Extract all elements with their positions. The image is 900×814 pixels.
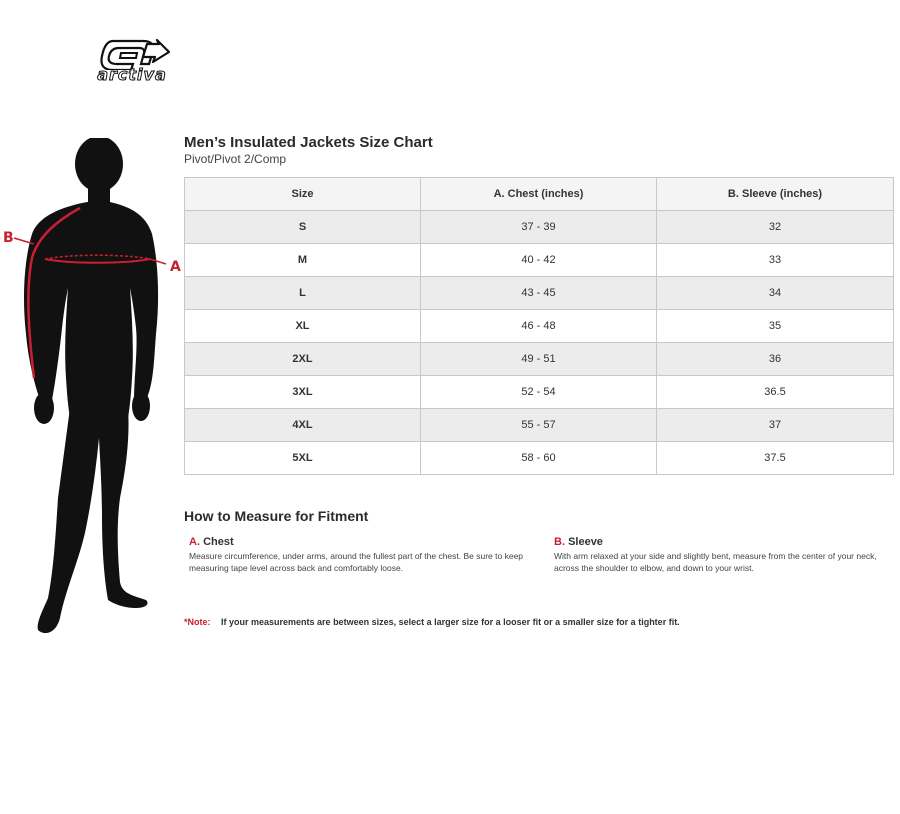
chest-text: Measure circumference, under arms, around the fullest part of the chest. Be sure to keep measuring tape level across back and comfortably loose. xyxy=(189,551,524,573)
man-silhouette-icon xyxy=(0,138,190,638)
table-row xyxy=(185,244,894,277)
sleeve-label: Sleeve xyxy=(568,536,603,548)
chest-cell: 49 - 51 xyxy=(421,343,657,376)
man-silhouette xyxy=(0,138,190,638)
size-cell: 2XL xyxy=(185,343,421,376)
size-cell: L xyxy=(185,277,421,310)
table-row xyxy=(185,310,894,343)
note-label: *Note: xyxy=(184,617,211,627)
sleeve-instructions xyxy=(554,536,899,574)
sleeve-cell: 32 xyxy=(657,211,894,244)
sleeve-cell: 36 xyxy=(657,343,894,376)
sleeve-heading xyxy=(554,536,899,549)
size-cell: S xyxy=(185,211,421,244)
sleeve-cell: 33 xyxy=(657,244,894,277)
chest-cell: 40 - 42 xyxy=(421,244,657,277)
chest-marker-label: A xyxy=(170,259,181,275)
chest-instructions xyxy=(189,536,534,574)
size-cell: 5XL xyxy=(185,442,421,475)
chest-cell: 58 - 60 xyxy=(421,442,657,475)
chest-cell: 37 - 39 xyxy=(421,211,657,244)
sleeve-text: With arm relaxed at your side and slightly bent, measure from the center of your neck, across the shoulder to elbow, and down to your wrist. xyxy=(554,551,877,573)
size-chart-subtitle: Pivot/Pivot 2/Comp xyxy=(184,152,287,166)
sleeve-cell: 37 xyxy=(657,409,894,442)
sleeve-cell: 35 xyxy=(657,310,894,343)
chest-cell: 43 - 45 xyxy=(421,277,657,310)
header-chest: A. Chest (inches) xyxy=(421,178,657,211)
table-row xyxy=(185,277,894,310)
sleeve-marker-label: B xyxy=(3,230,14,246)
header-size: Size xyxy=(185,178,421,211)
size-chart-table xyxy=(184,177,894,475)
chest-letter: A. xyxy=(189,536,200,548)
chest-cell: 46 - 48 xyxy=(421,310,657,343)
sleeve-cell: 37.5 xyxy=(657,442,894,475)
sleeve-letter: B. xyxy=(554,536,565,548)
size-chart-title: Men’s Insulated Jackets Size Chart xyxy=(184,134,433,151)
header-sleeve: B. Sleeve (inches) xyxy=(657,178,894,211)
fitment-note xyxy=(184,616,680,628)
table-row xyxy=(185,211,894,244)
how-to-measure-title: How to Measure for Fitment xyxy=(184,508,369,524)
table-header-row xyxy=(185,178,894,211)
chest-cell: 52 - 54 xyxy=(421,376,657,409)
note-text: If your measurements are between sizes, select a larger size for a looser fit or a smaller size for a tighter fit. xyxy=(221,617,680,627)
table-row xyxy=(185,409,894,442)
brand-wordmark: arctiva xyxy=(97,65,167,84)
chest-label: Chest xyxy=(203,536,234,548)
chest-heading xyxy=(189,536,534,549)
size-cell: 4XL xyxy=(185,409,421,442)
sleeve-cell: 34 xyxy=(657,277,894,310)
size-cell: XL xyxy=(185,310,421,343)
table-row xyxy=(185,442,894,475)
table-row xyxy=(185,376,894,409)
chest-cell: 55 - 57 xyxy=(421,409,657,442)
sleeve-cell: 36.5 xyxy=(657,376,894,409)
size-cell: M xyxy=(185,244,421,277)
size-cell: 3XL xyxy=(185,376,421,409)
table-row xyxy=(185,343,894,376)
brand-logo xyxy=(83,36,181,86)
